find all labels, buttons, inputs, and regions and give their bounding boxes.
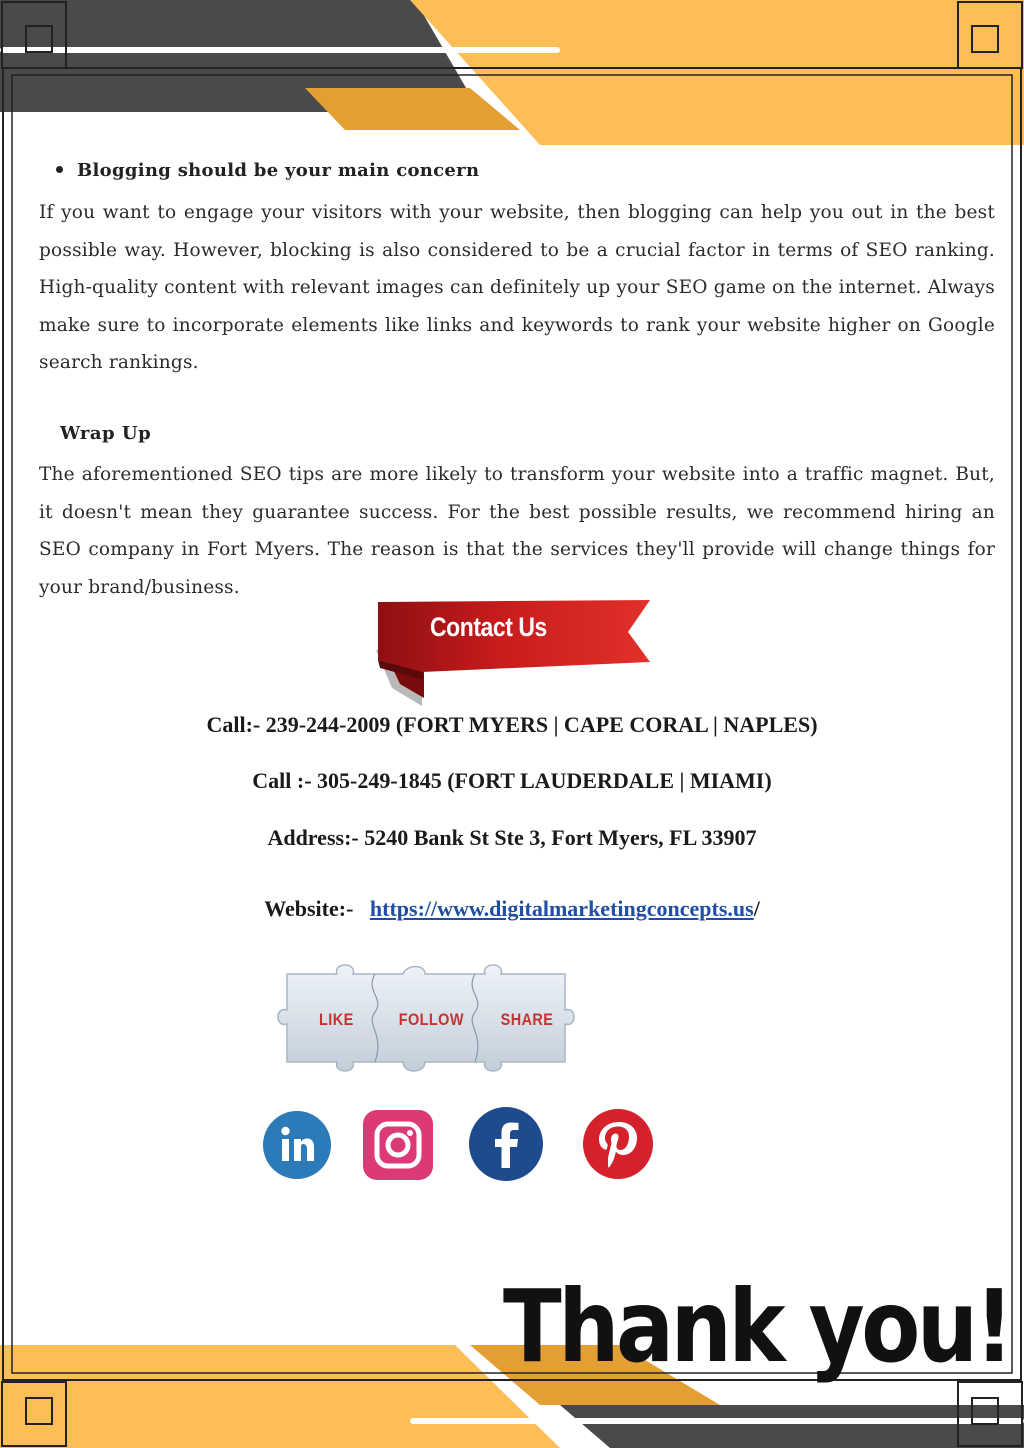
contact-us-label[interactable]: Contact Us	[430, 612, 547, 642]
bottom-orange-band	[0, 1345, 560, 1448]
website-line	[0, 896, 1024, 922]
thank-you-heading: Thank you!	[503, 1268, 1011, 1385]
linkedin-icon[interactable]	[262, 1110, 332, 1180]
website-suffix: /	[753, 896, 760, 921]
call-line-1: Call:- 239-244-2009 (FORT MYERS | CAPE CORAL | NAPLES)	[206, 712, 818, 737]
instagram-icon[interactable]	[362, 1109, 434, 1181]
bottom-white-stripe	[410, 1418, 1024, 1424]
bullet-heading	[56, 160, 479, 181]
paragraph-wrap-up: The aforementioned SEO tips are more likely to transform your website into a traffic magnet. But, it doesn't mean they guarantee success. For the best possible results, we recommend hiring an SEO company in Fort Myers. The reason is that the services they'll provide will change things for your brand/business.	[39, 464, 995, 598]
puzzle-like-label: LIKE	[319, 1010, 354, 1029]
bottom-dark-band	[560, 1405, 1024, 1448]
address-line: Address:- 5240 Bank St Ste 3, Fort Myers, FL 33907	[267, 825, 757, 850]
facebook-icon[interactable]	[468, 1106, 544, 1182]
bullet-heading-text: Blogging should be your main concern	[77, 160, 480, 181]
pinterest-icon[interactable]	[582, 1108, 654, 1180]
wrap-up-heading: Wrap Up	[60, 423, 152, 444]
puzzle-follow-label: FOLLOW	[398, 1010, 464, 1029]
website-link[interactable]: https://www.digitalmarketingconcepts.us	[369, 896, 754, 921]
paragraph-blogging: If you want to engage your visitors with your website, then blogging can help you out in the best possible way. However, blocking is also considered to be a crucial factor in terms of SEO ranking. High-quality content with relevant images can definitely up your SEO game on the internet. Always make sure to incorporate elements like links and keywords to rank your website higher on Google search rankings.	[39, 202, 995, 373]
call-line-2: Call :- 305-249-1845 (FORT LAUDERDALE | MIAMI)	[252, 768, 772, 793]
bullet-dot	[56, 166, 63, 173]
website-label: Website:-	[264, 896, 354, 921]
top-dark-orange-band	[305, 88, 520, 130]
top-white-stripe	[0, 47, 560, 53]
puzzle-share-label: SHARE	[500, 1010, 554, 1029]
